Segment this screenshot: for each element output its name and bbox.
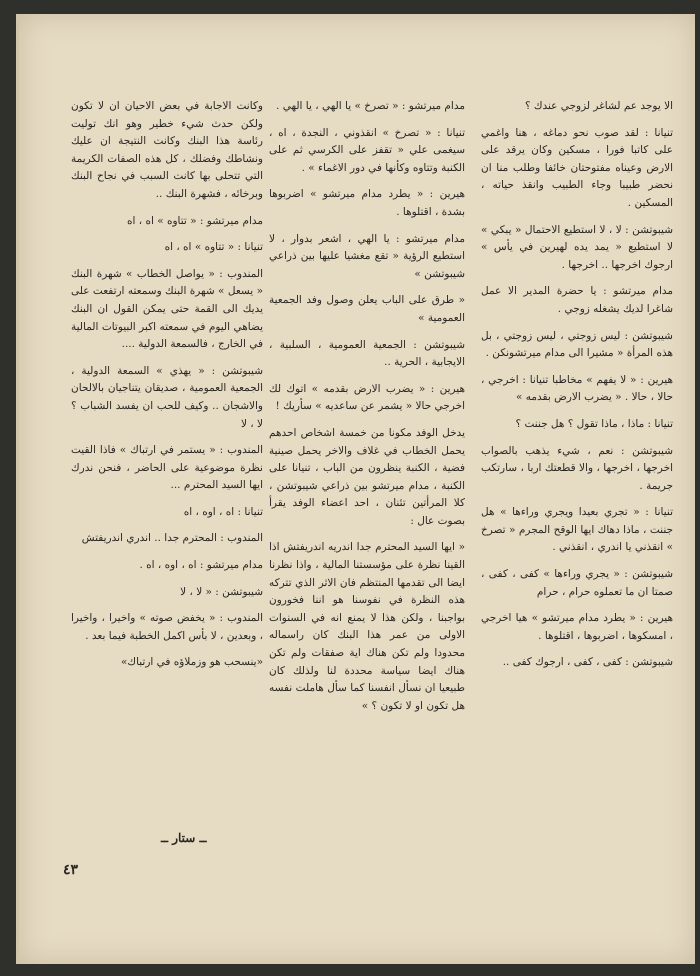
paragraph: شيبوتشن : الجمعية العمومية ، السلبية ، الايجابية ، الحرية .. <box>269 338 465 369</box>
paragraph: شيبوتشن : نعم ، شيء يذهب بالصواب اخرجها ، اخرجها ، والا قطعتك اربا ، سارتكب جريمة . <box>481 444 673 492</box>
paragraph: وكانت الاجابة في بعض الاحيان ان لا تكون ولكن حدث شيء خطير وهو انك توليت رئاسة هذا البنك وكانت النتيجة ان عليك ونشاطك وفضلك ، كل هذه الصفات الكريمة التي تتحلى بها كانت السبب في نجاح البنك وبرخائه ، فشهرة البنك .. <box>71 100 263 200</box>
paragraph: شيبوتشن : « يجري وراءها » كفى ، كفى ، صمتا ان ما تعملوه حرام ، حرام <box>481 568 673 598</box>
paragraph: هيرين : « لا يفهم » مخاطبا تنيانا : اخرجي ، حالا ، حالا . « يضرب الارض بقدمه » <box>481 373 673 404</box>
paragraph: المندوب : « يواصل الخطاب » شهرة البنك « يسعل » شهرة البنك وسمعته ارتفعت على يديك الى القمة حتى يمكن القول ان البنك يضاهي اليوم في سمعته اكبر البيوتات المالية في الخارج ، فالسمعة الدولية .... <box>71 267 263 351</box>
paragraph: هيرين : « يطرد مدام ميرتشو » اضربوها بشدة ، اقتلوها . <box>269 188 465 218</box>
paragraph: تنيانا : اه ، اوه ، اه <box>183 505 263 518</box>
paragraph: المندوب : « يخفض صوته » واخيرا ، واخيرا ، وبعدين ، لا بأس اكمل الخطبة فيما بعد . <box>71 612 263 642</box>
magazine-page <box>16 14 695 964</box>
paragraph: «ينسحب هو وزملاؤه في ارتباك» <box>120 656 263 669</box>
paragraph: تنيانا : « تجري بعيدا ويجري وراءها » هل جننت ، ماذا دهاك ايها الوقح المجرم « تصرخ » انقذني يا اندري ، انقذني . <box>481 506 673 554</box>
paragraph: تنيانا : « تتاوه » اه ، اه <box>164 241 263 254</box>
paragraph: تنيانا : ماذا ، ماذا تقول ؟ هل جننت ؟ <box>515 417 673 430</box>
author-signature: ــ ستار ــ <box>161 831 207 845</box>
paragraph: المندوب : « يستمر في ارتباك » فاذا القيت نظرة موضوعية على الحاضر ، فنحن ندرك ايها السيد المحترم ... <box>71 444 263 492</box>
paragraph: شيبوتشن : « لا ، لا <box>180 585 263 598</box>
paragraph: مدام ميرتشو : « تتاوه » اه ، اه <box>126 214 263 227</box>
paragraph: مدام ميرتشو : اه ، اوه ، اه . <box>139 559 263 572</box>
paragraph: شيبوتشن : لا ، لا استطيع الاحتمال « يبكي » لا استطيع « يمد يده لهيرين في يأس » ارجوك اخرجها .. اخرجها . <box>481 223 673 271</box>
paragraph: هيرين : « يضرب الارض بقدمه » اتوك لك اخرجي حالا « يشمر عن ساعديه » سأريك ! <box>269 382 465 413</box>
paragraph: مدام ميرتشو : يا حضرة المدير الا عمل شاغرا لديك يشغله زوجي . <box>481 285 673 315</box>
paragraph: هيرين : « يطرد مدام ميرتشو » هيا اخرجي ، امسكوها ، اضربوها ، اقتلوها . <box>481 612 673 642</box>
paragraph: « ايها السيد المحترم جدا اندريه اندريفتش اذا القينا نظرة على مؤسستنا المالية ، واذا نظرنا ايضا الى تقدمها المنتظم فان الاثر الذي تتركه هذه النظرة في نفوسنا هو اننا فخورون بواجبنا ، ولكن هذا لا يمنع انه في السنوات الاولى من عمر هذا البنك كان راسماله محدودا ولم تكن هناك اية صفقات ولم تكن هناك ايضا سياسة محددة لنا ولذلك كان طبيعيا ان نسأل انفسنا كما سأل هاملت نفسه هل تكون او لا تكون ؟ » <box>269 541 465 712</box>
paragraph: المندوب : المحترم جدا .. اندري اندريفتش <box>81 532 263 545</box>
paragraph: شيبوتشن : « يهذي » السمعة الدولية ، الجمعية العمومية ، صديقان يتناجيان بالالحان والاشجان .. وكيف للحب ان يفسد الشباب ؟ لا ، لا <box>71 364 263 430</box>
paragraph: شيبوتشن : ليس زوجتي ، ليس زوجتي ، بل هذه المرأة « مشيرا الى مدام ميرتشونكن . <box>481 329 673 360</box>
paragraph: تنيانا : لقد صوب نحو دماغه ، هنا واغمي على كاتبا فورا ، مسكين وكان يرقد على الارض وعيناه مفتوحتان خائفا وطلب منا ان نحضر طبيبا وجاء الطبيب وانقذ حياته ، المسكين . <box>481 126 673 209</box>
page-number: ٤٣ <box>63 862 79 878</box>
text-column-right <box>481 98 673 681</box>
paragraph: « طرق على الباب يعلن وصول وفد الجمعية العمومية » <box>269 294 465 324</box>
paragraph: شيبوتشن : كفى ، كفى ، ارجوك كفى .. <box>502 656 673 669</box>
paragraph: الا يوجد عم لشاغر لزوجي عندك ؟ <box>524 100 673 112</box>
paragraph: مدام ميرتشو : « تصرخ » يا الهي ، يا الهي . <box>276 100 465 112</box>
paragraph: يدخل الوفد مكونا من خمسة اشخاص احدهم يحمل الخطاب في غلاف والاخر يحمل صينية فضية ، الكنبة ينظرون من الباب ، تنيانا على الكنبة ، مدام ميرتشو بين ذراعي شيبوتشن ، كلا المرأتين تئنان ، احد اعضاء الوفد يقرأ بصوت عال : <box>269 426 465 527</box>
paragraph: تنيانا : « تصرخ » انقذوني ، النجدة ، اه ، سيغمى علي « تقفز على الكرسي ثم على الكنبة وتتاوه وكأنها في دور الاغماء » . <box>269 126 465 174</box>
paragraph: مدام ميرتشو : يا الهي ، اشعر بدوار ، لا استطيع الرؤية « تقع مغشيا عليها بين ذراعي شيبوتشن » <box>269 232 465 280</box>
text-column-middle <box>269 98 465 724</box>
text-column-left <box>71 98 263 681</box>
